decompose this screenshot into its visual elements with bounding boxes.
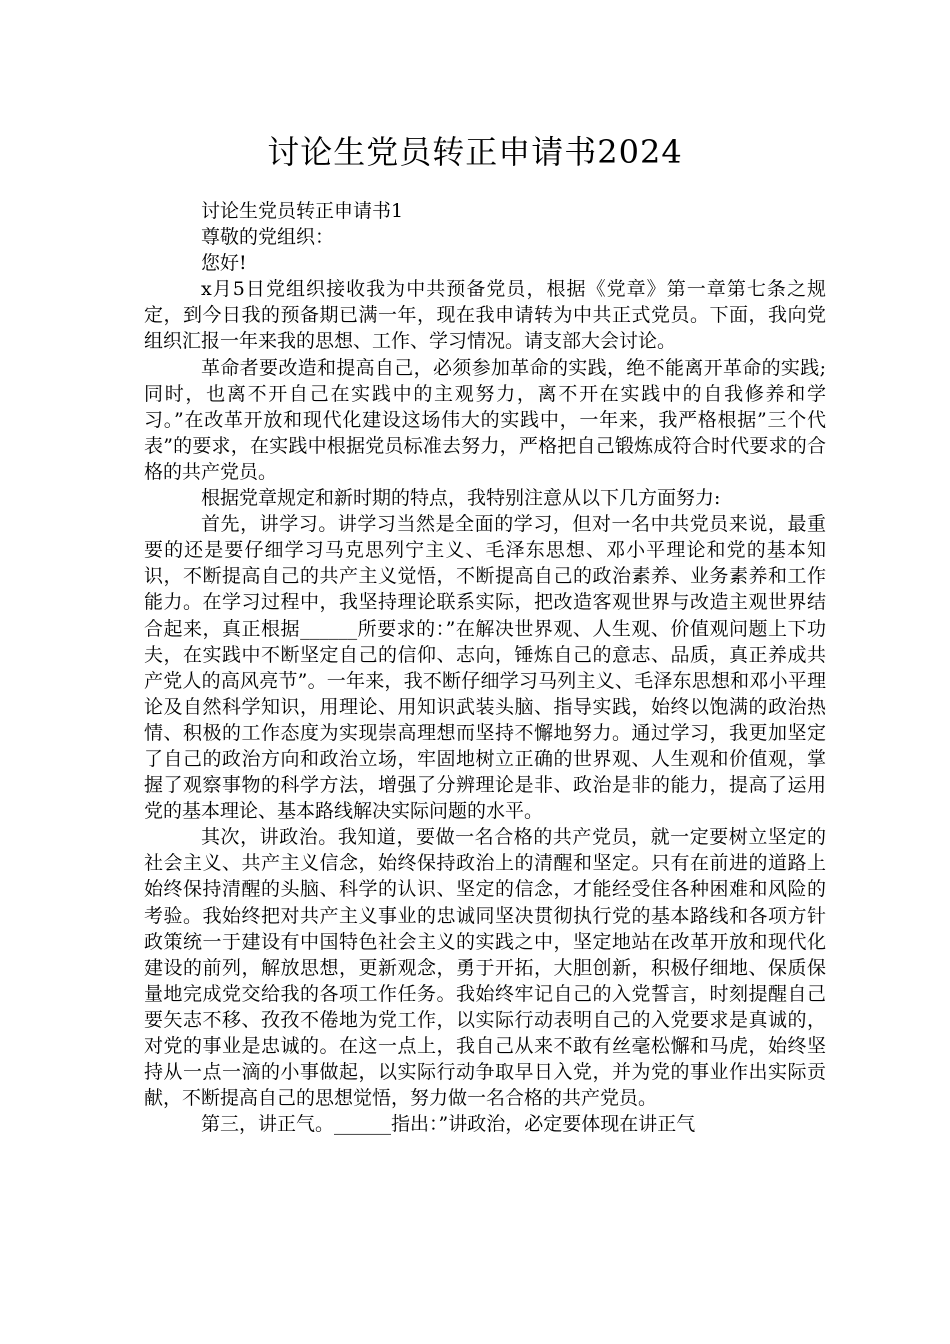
paragraph-study: 首先，讲学习。讲学习当然是全面的学习，但对一名中共党员来说，最重要的还是要仔细学习马克思列宁主义、毛泽东思想、邓小平理论和党的基本知识，不断提高自己的共产主义觉悟，不断提高自己的政治素养、业务素养和工作能力。在学习过程中，我坚持理论联系实际，把改造客观世界与改造主观世界结合起来，真正根据______所要求的：”在解决世界观、人生观、价值观问题上下功夫，在实践中不断坚定自己的信仰、志向，锤炼自己的意志、品质，真正养成共产党人的高风亮节”。一年来，我不断仔细学习马列主义、毛泽东思想和邓小平理论及自然科学知识，用理论、用知识武装头脑、指导实践，始终以饱满的政治热情、积极的工作态度为实现崇高理想而坚持不懈地努力。通过学习，我更加坚定了自己的政治方向和政治立场，牢固地树立正确的世界观、人生观和价值观，掌握了观察事物的科学方法，增强了分辨理论是非、政治是非的能力，提高了运用党的基本理论、基本路线解决实际问题的水平。 — [144, 513, 826, 823]
document-body — [144, 198, 826, 1137]
salutation: 尊敬的党组织： — [201, 226, 335, 249]
paragraph-integrity: 第三，讲正气。______指出：”讲政治，必定要体现在讲正气 — [201, 1113, 696, 1136]
paragraph-intro: x月5日党组织接收我为中共预备党员，根据《党章》第一章第七条之规定，到今日我的预备期已满一年，现在我申请转为中共正式党员。下面，我向党组织汇报一年来我的思想、工作、学习情况。请支部大会讨论。 — [144, 278, 826, 353]
paragraph-aspects: 根据党章规定和新时期的特点，我特别注意从以下几方面努力: — [201, 487, 721, 510]
paragraph-politics: 其次，讲政治。我知道，要做一名合格的共产党员，就一定要树立坚定的社会主义、共产主义信念，始终保持政治上的清醒和坚定。只有在前进的道路上始终保持清醒的头脑、科学的认识、坚定的信念，才能经受住各种困难和风险的考验。我始终把对共产主义事业的忠诚同坚决贯彻执行党的基本路线和各项方针政策统一于建设有中国特色社会主义的实践之中，坚定地站在改革开放和现代化建设的前列，解放思想，更新观念，勇于开拓，大胆创新，积极仔细地、保质保量地完成党交给我的各项工作任务。我始终牢记自己的入党誓言，时刻提醒自己要矢志不移、孜孜不倦地为党工作，以实际行动表明自己的入党要求是真诚的，对党的事业是忠诚的。在这一点上，我自己从来不敢有丝毫松懈和马虎，始终坚持从一点一滴的小事做起，以实际行动争取早日入党，并为党的事业作出实际贡献，不断提高自己的思想觉悟，努力做一名合格的共产党员。 — [144, 826, 826, 1110]
document-title: 讨论生党员转正申请书2024 — [267, 133, 683, 171]
heading-line: 讨论生党员转正申请书1 — [201, 200, 404, 222]
paragraph-revolution: 革命者要改造和提高自己，必须参加革命的实践，绝不能离开革命的实践;同时，也离不开自己在实践中的主观努力，离不开在实践中的自我修养和学习。”在改革开放和现代化建设这场伟大的实践中，一年来，我严格根据”三个代表”的要求，在实践中根据党员标准去努力，严格把自己锻炼成符合时代要求的合格的共产党员。 — [144, 356, 826, 483]
greeting: 您好! — [201, 252, 247, 275]
